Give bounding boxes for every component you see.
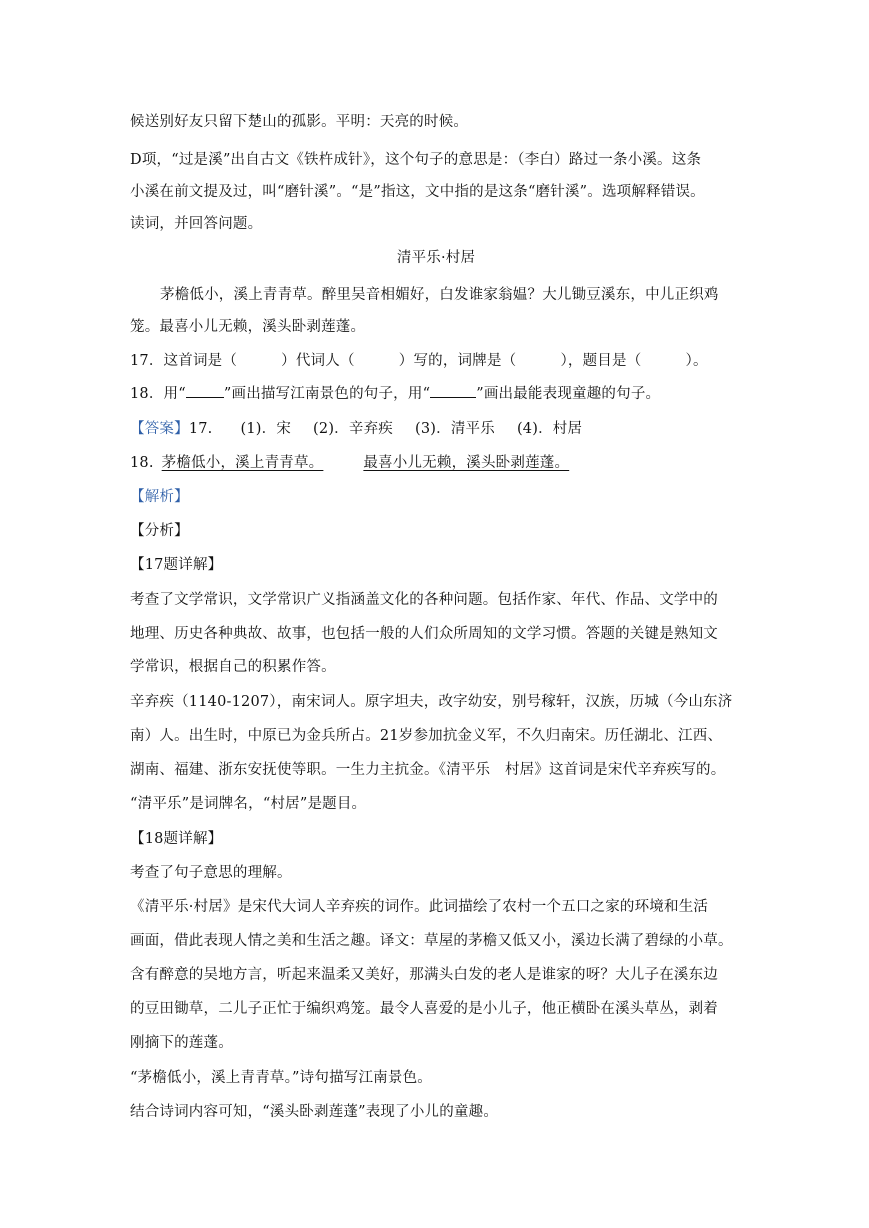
question-17: 17．这首词是（ ）代词人（ ）写的，词牌是（ ），题目是（ ）。 [130, 353, 708, 369]
text-line: 辛弃疾（1140-1207），南宋词人。原字坦夫，改字幼安，别号稼轩，汉族，历城（今山东济 [130, 694, 733, 710]
answer-item: (1)．宋 [240, 421, 292, 437]
question-18-part: ”画出描写江南景色的句子，用“ [223, 386, 431, 402]
text-line: 考查了文学常识，文学常识广义指涵盖文化的各种问题。包括作家、年代、作品、文学中的 [130, 592, 718, 608]
answer-18 [130, 453, 750, 473]
question-18-part: 18．用“ [130, 386, 186, 402]
question-18-part: ”画出最能表现童趣的句子。 [476, 386, 661, 402]
poem-line: 茅檐低小，溪上青青草。醉里吴音相媚好，白发谁家翁媪？大儿锄豆溪东，中儿正织鸡 [160, 287, 719, 303]
question-18 [130, 384, 750, 404]
text-line: 南）人。出生时，中原已为金兵所占。21岁参加抗金义军，不久归南宋。历任湖北、江西、 [130, 728, 723, 744]
section-heading: 【17题详解】 [130, 557, 223, 573]
answer-item: (4)．村居 [516, 421, 583, 437]
answer-number: 18. [130, 455, 154, 471]
analysis-tag: 【解析】 [130, 489, 189, 505]
text-line: 地理、历史各种典故、故事，也包括一般的人们众所周知的文学习惯。答题的关键是熟知文 [130, 626, 718, 642]
answer-item: (3)．清平乐 [414, 421, 495, 437]
answer-underlined-sentence: 最喜小儿无赖，溪头卧剥莲蓬。 [363, 455, 570, 471]
answer-item: (2)．辛弃疾 [313, 421, 393, 437]
underline-blank-wavy [430, 385, 476, 398]
answer-tag: 【答案】 [130, 421, 189, 437]
text-line: 读词，并回答问题。 [130, 216, 263, 232]
text-line: 结合诗词内容可知，“溪头卧剥莲蓬”表现了小儿的童趣。 [130, 1104, 499, 1120]
text-line: 刚摘下的莲蓬。 [130, 1035, 233, 1051]
text-line: 《清平乐·村居》是宋代大词人辛弃疾的词作。此词描绘了农村一个五口之家的环境和生活 [130, 899, 709, 915]
section-heading: 【分析】 [130, 523, 189, 539]
underline-blank-solid [186, 385, 224, 398]
poem-line: 笼。最喜小儿无赖，溪头卧剥莲蓬。 [130, 319, 366, 335]
text-line: 湖南、福建、浙东安抚使等职。一生力主抗金。《清平乐 村居》这首词是宋代辛弃疾写的。 [130, 762, 726, 778]
text-line: 考查了句子意思的理解。 [130, 865, 292, 881]
text-line: 小溪在前文提及过，叫“磨针溪”。“是”指这，文中指的是这条“磨针溪”。选项解释错误。 [130, 184, 705, 200]
text-line: D项，“过是溪”出自古文《铁杵成针》，这个句子的意思是：（李白）路过一条小溪。这条 [130, 152, 702, 168]
text-line: “清平乐”是词牌名，“村居”是题目。 [130, 796, 367, 812]
section-heading: 【18题详解】 [130, 831, 223, 847]
answer-number: 17. [188, 421, 213, 437]
answer-17 [130, 419, 750, 439]
text-line: 候送别好友只留下楚山的孤影。平明：天亮的时候。 [130, 114, 469, 130]
answer-underlined-sentence: 茅檐低小，溪上青青草。 [161, 455, 324, 471]
poem-title: 清平乐·村居 [396, 250, 476, 266]
text-line: 画面，借此表现人情之美和生活之趣。译文：草屋的茅檐又低又小，溪边长满了碧绿的小草。 [130, 933, 733, 949]
text-line: 的豆田锄草，二儿子正忙于编织鸡笼。最令人喜爱的是小儿子，他正横卧在溪头草丛，剥着 [130, 1001, 718, 1017]
text-line: 学常识，根据自己的积累作答。 [130, 659, 336, 675]
text-line: “茅檐低小，溪上青青草。”诗句描写江南景色。 [130, 1070, 432, 1086]
text-line: 含有醉意的吴地方言，听起来温柔又美好，那满头白发的老人是谁家的呀？大儿子在溪东边 [130, 967, 718, 983]
